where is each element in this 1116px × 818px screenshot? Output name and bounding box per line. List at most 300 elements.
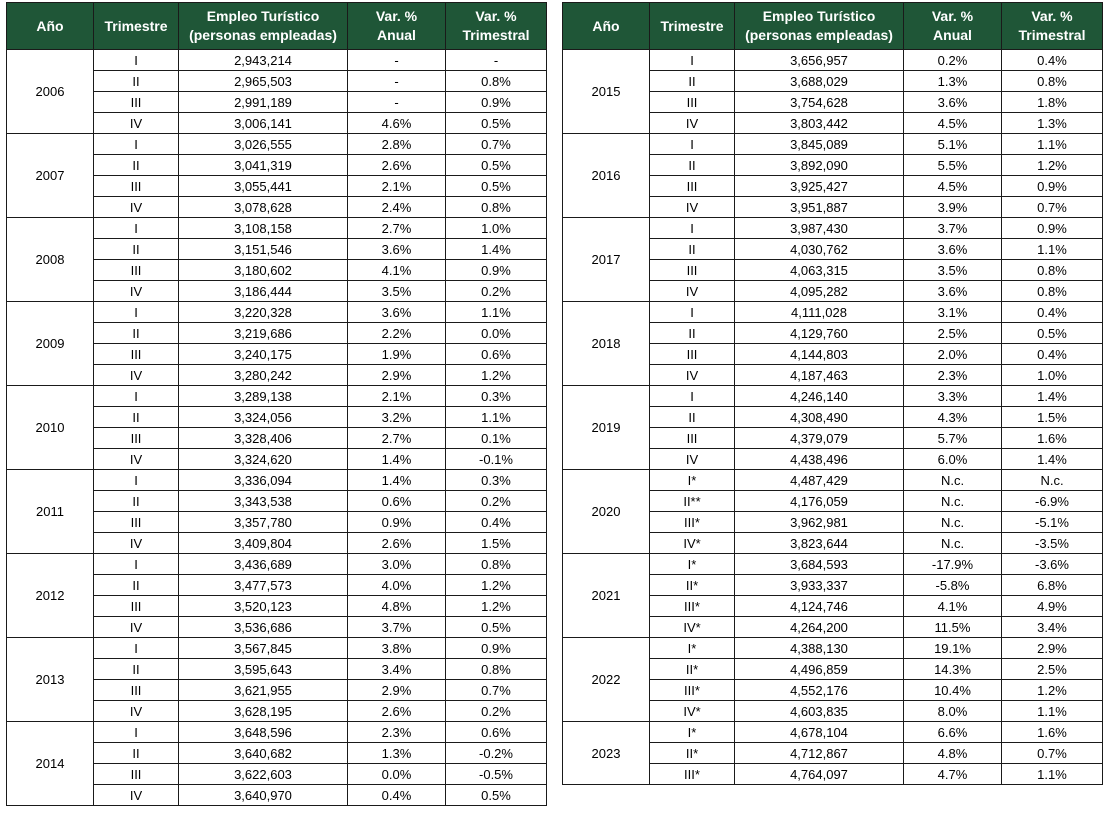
quarter-cell: IV — [650, 449, 735, 470]
employment-cell: 3,684,593 — [735, 554, 904, 575]
quarter-cell: I — [94, 722, 179, 743]
quarter-cell: III* — [650, 680, 735, 701]
header-year — [7, 3, 94, 50]
employment-cell: 4,552,176 — [735, 680, 904, 701]
employment-cell: 3,987,430 — [735, 218, 904, 239]
header-employment-line2: (personas empleadas) — [189, 27, 337, 43]
quarter-cell: IV — [650, 197, 735, 218]
annual-change-cell: 2.1% — [348, 386, 446, 407]
quarterly-change-cell: 3.4% — [1002, 617, 1103, 638]
quarterly-change-cell: 0.6% — [446, 722, 547, 743]
quarter-cell: III — [650, 344, 735, 365]
quarterly-change-cell: 0.2% — [446, 701, 547, 722]
quarterly-change-cell: 2.9% — [1002, 638, 1103, 659]
quarterly-change-cell: 1.4% — [1002, 449, 1103, 470]
annual-change-cell: 2.4% — [348, 197, 446, 218]
employment-cell: 3,006,141 — [179, 113, 348, 134]
employment-cell: 3,892,090 — [735, 155, 904, 176]
quarter-cell: IV — [650, 281, 735, 302]
table-row — [563, 386, 1103, 407]
quarter-cell: II — [94, 491, 179, 512]
employment-cell: 3,108,158 — [179, 218, 348, 239]
table-row — [563, 470, 1103, 491]
annual-change-cell: 14.3% — [904, 659, 1002, 680]
annual-change-cell: N.c. — [904, 470, 1002, 491]
quarterly-change-cell: 1.5% — [446, 533, 547, 554]
quarterly-change-cell: 0.7% — [446, 134, 547, 155]
table-row — [563, 638, 1103, 659]
quarter-cell: I — [94, 470, 179, 491]
quarter-cell: II — [94, 155, 179, 176]
table-row — [7, 386, 547, 407]
employment-cell: 3,026,555 — [179, 134, 348, 155]
quarterly-change-cell: 0.1% — [446, 428, 547, 449]
quarterly-change-cell: 0.8% — [1002, 71, 1103, 92]
annual-change-cell: 4.6% — [348, 113, 446, 134]
quarter-cell: IV — [94, 281, 179, 302]
year-cell: 2007 — [7, 134, 94, 218]
quarter-cell: III* — [650, 512, 735, 533]
year-cell: 2008 — [7, 218, 94, 302]
employment-cell: 4,187,463 — [735, 365, 904, 386]
year-cell: 2018 — [563, 302, 650, 386]
quarter-cell: III — [94, 764, 179, 785]
employment-cell: 4,246,140 — [735, 386, 904, 407]
employment-cell: 3,328,406 — [179, 428, 348, 449]
year-cell: 2021 — [563, 554, 650, 638]
quarter-cell: II* — [650, 743, 735, 764]
quarter-cell: III — [94, 176, 179, 197]
employment-cell: 4,712,867 — [735, 743, 904, 764]
employment-cell: 3,289,138 — [179, 386, 348, 407]
quarter-cell: III — [94, 428, 179, 449]
quarterly-change-cell: 1.8% — [1002, 92, 1103, 113]
quarter-cell: IV* — [650, 533, 735, 554]
quarterly-change-cell: 0.5% — [446, 113, 547, 134]
employment-cell: 4,129,760 — [735, 323, 904, 344]
quarterly-change-cell: 1.1% — [446, 302, 547, 323]
annual-change-cell: 3.6% — [904, 281, 1002, 302]
annual-change-cell: 0.0% — [348, 764, 446, 785]
year-cell: 2011 — [7, 470, 94, 554]
employment-cell: 3,536,686 — [179, 617, 348, 638]
quarter-cell: I — [94, 134, 179, 155]
annual-change-cell: 6.0% — [904, 449, 1002, 470]
quarterly-change-cell: 0.3% — [446, 470, 547, 491]
employment-cell: 3,240,175 — [179, 344, 348, 365]
annual-change-cell: 2.3% — [348, 722, 446, 743]
year-cell: 2009 — [7, 302, 94, 386]
quarterly-change-cell: 0.2% — [446, 281, 547, 302]
quarter-cell: III — [650, 92, 735, 113]
annual-change-cell: -5.8% — [904, 575, 1002, 596]
quarter-cell: II — [94, 743, 179, 764]
quarter-cell: IV — [94, 197, 179, 218]
year-cell: 2017 — [563, 218, 650, 302]
quarterly-change-cell: 0.2% — [446, 491, 547, 512]
quarterly-change-cell: 0.9% — [1002, 218, 1103, 239]
quarterly-change-cell: 4.9% — [1002, 596, 1103, 617]
annual-change-cell: 3.7% — [348, 617, 446, 638]
employment-cell: 3,595,643 — [179, 659, 348, 680]
employment-cell: 3,688,029 — [735, 71, 904, 92]
quarterly-change-cell: 1.1% — [446, 407, 547, 428]
annual-change-cell: 2.2% — [348, 323, 446, 344]
table-row — [563, 50, 1103, 71]
annual-change-cell: 1.9% — [348, 344, 446, 365]
quarter-cell: I — [94, 218, 179, 239]
year-cell: 2012 — [7, 554, 94, 638]
annual-change-cell: 2.7% — [348, 428, 446, 449]
quarter-cell: II* — [650, 659, 735, 680]
quarterly-change-cell: 1.6% — [1002, 722, 1103, 743]
annual-change-cell: - — [348, 71, 446, 92]
annual-change-cell: 3.1% — [904, 302, 1002, 323]
quarter-cell: IV — [94, 785, 179, 806]
employment-cell: 3,436,689 — [179, 554, 348, 575]
quarterly-change-cell: 0.9% — [1002, 176, 1103, 197]
annual-change-cell: N.c. — [904, 512, 1002, 533]
header-year-label: Año — [592, 17, 620, 34]
quarter-cell: II — [650, 71, 735, 92]
employment-cell: 3,823,644 — [735, 533, 904, 554]
employment-cell: 3,648,596 — [179, 722, 348, 743]
annual-change-cell: 4.5% — [904, 176, 1002, 197]
table-row — [7, 218, 547, 239]
annual-change-cell: 2.6% — [348, 701, 446, 722]
quarterly-change-cell: 0.8% — [1002, 260, 1103, 281]
quarterly-change-cell: -3.5% — [1002, 533, 1103, 554]
quarter-cell: II — [94, 407, 179, 428]
header-year — [563, 3, 650, 50]
quarterly-change-cell: 1.1% — [1002, 239, 1103, 260]
quarterly-change-cell: -0.1% — [446, 449, 547, 470]
employment-cell: 3,343,538 — [179, 491, 348, 512]
table-row — [563, 554, 1103, 575]
employment-cell: 4,176,059 — [735, 491, 904, 512]
quarterly-change-cell: 0.9% — [446, 92, 547, 113]
table-row — [7, 722, 547, 743]
annual-change-cell: 2.8% — [348, 134, 446, 155]
employment-cell: 3,656,957 — [735, 50, 904, 71]
quarterly-change-cell: 0.8% — [446, 71, 547, 92]
annual-change-cell: 5.5% — [904, 155, 1002, 176]
quarter-cell: I* — [650, 638, 735, 659]
quarter-cell: III* — [650, 764, 735, 785]
employment-cell: 3,336,094 — [179, 470, 348, 491]
annual-change-cell: 3.3% — [904, 386, 1002, 407]
annual-change-cell: 2.5% — [904, 323, 1002, 344]
header-annual-change — [904, 3, 1002, 50]
quarterly-change-cell: 1.2% — [446, 596, 547, 617]
quarterly-change-cell: 0.3% — [446, 386, 547, 407]
annual-change-cell: - — [348, 92, 446, 113]
quarterly-change-cell: 0.5% — [1002, 323, 1103, 344]
annual-change-cell: 0.2% — [904, 50, 1002, 71]
header-quarter-label: Trimestre — [660, 17, 724, 34]
employment-cell: 3,151,546 — [179, 239, 348, 260]
quarter-cell: II — [650, 239, 735, 260]
quarterly-change-cell: 0.4% — [1002, 50, 1103, 71]
quarterly-change-cell: 1.2% — [1002, 155, 1103, 176]
table-row — [7, 50, 547, 71]
quarter-cell: IV — [94, 113, 179, 134]
quarterly-change-cell: N.c. — [1002, 470, 1103, 491]
quarter-cell: II — [650, 407, 735, 428]
quarterly-change-cell: 1.0% — [1002, 365, 1103, 386]
annual-change-cell: 0.4% — [348, 785, 446, 806]
year-cell: 2022 — [563, 638, 650, 722]
quarter-cell: III* — [650, 596, 735, 617]
quarter-cell: II** — [650, 491, 735, 512]
annual-change-cell: 3.0% — [348, 554, 446, 575]
quarter-cell: IV — [94, 365, 179, 386]
quarterly-change-cell: 1.2% — [446, 365, 547, 386]
quarterly-change-cell: 0.5% — [446, 176, 547, 197]
quarter-cell: I — [650, 386, 735, 407]
quarter-cell: IV — [650, 113, 735, 134]
quarterly-change-cell: 0.4% — [1002, 302, 1103, 323]
quarterly-change-cell: 2.5% — [1002, 659, 1103, 680]
quarterly-change-cell: -5.1% — [1002, 512, 1103, 533]
employment-cell: 4,603,835 — [735, 701, 904, 722]
quarter-cell: III — [94, 344, 179, 365]
quarter-cell: II — [94, 323, 179, 344]
annual-change-cell: -17.9% — [904, 554, 1002, 575]
quarter-cell: IV — [94, 617, 179, 638]
quarter-cell: III — [94, 260, 179, 281]
annual-change-cell: 2.9% — [348, 365, 446, 386]
table-row — [7, 554, 547, 575]
annual-change-cell: 4.5% — [904, 113, 1002, 134]
quarterly-change-cell: -0.2% — [446, 743, 547, 764]
quarter-cell: I — [94, 554, 179, 575]
annual-change-cell: 3.5% — [348, 281, 446, 302]
table-row — [563, 218, 1103, 239]
quarterly-change-cell: 0.9% — [446, 260, 547, 281]
annual-change-cell: 5.7% — [904, 428, 1002, 449]
header-quarterly-change — [1002, 3, 1103, 50]
employment-cell: 4,264,200 — [735, 617, 904, 638]
quarterly-change-cell: 0.8% — [1002, 281, 1103, 302]
quarter-cell: IV* — [650, 701, 735, 722]
employment-cell: 3,621,955 — [179, 680, 348, 701]
header-quarterly-line1: Var. % — [475, 8, 517, 24]
quarterly-change-cell: 1.1% — [1002, 701, 1103, 722]
annual-change-cell: 5.1% — [904, 134, 1002, 155]
quarter-cell: III — [94, 680, 179, 701]
employment-cell: 3,055,441 — [179, 176, 348, 197]
annual-change-cell: 4.3% — [904, 407, 1002, 428]
header-annual-change — [348, 3, 446, 50]
annual-change-cell: 3.4% — [348, 659, 446, 680]
quarter-cell: II* — [650, 575, 735, 596]
quarter-cell: IV* — [650, 617, 735, 638]
quarter-cell: I* — [650, 554, 735, 575]
quarter-cell: III — [650, 428, 735, 449]
quarterly-change-cell: 1.6% — [1002, 428, 1103, 449]
table-body-right — [563, 50, 1103, 785]
quarterly-change-cell: 1.2% — [1002, 680, 1103, 701]
header-quarterly-change — [446, 3, 547, 50]
table-row — [563, 134, 1103, 155]
annual-change-cell: 0.9% — [348, 512, 446, 533]
header-quarter-label: Trimestre — [104, 17, 168, 34]
header-quarterly-line2: Trimestral — [462, 27, 530, 43]
quarterly-change-cell: 0.4% — [1002, 344, 1103, 365]
annual-change-cell: 1.4% — [348, 470, 446, 491]
annual-change-cell: 2.9% — [348, 680, 446, 701]
employment-cell: 4,496,859 — [735, 659, 904, 680]
quarterly-change-cell: 0.7% — [446, 680, 547, 701]
header-year-label: Año — [36, 17, 64, 34]
quarter-cell: II — [650, 323, 735, 344]
employment-cell: 4,124,746 — [735, 596, 904, 617]
header-employment-line1: Empleo Turístico — [762, 8, 876, 24]
quarter-cell: III — [650, 176, 735, 197]
annual-change-cell: 2.0% — [904, 344, 1002, 365]
employment-cell: 3,180,602 — [179, 260, 348, 281]
header-quarter — [650, 3, 735, 50]
year-cell: 2010 — [7, 386, 94, 470]
header-quarter — [94, 3, 179, 50]
quarterly-change-cell: 1.1% — [1002, 764, 1103, 785]
quarter-cell: II — [650, 155, 735, 176]
quarter-cell: IV — [94, 449, 179, 470]
annual-change-cell: 2.6% — [348, 155, 446, 176]
year-cell: 2014 — [7, 722, 94, 806]
table-row — [563, 302, 1103, 323]
table-body-left — [7, 50, 547, 806]
annual-change-cell: 3.8% — [348, 638, 446, 659]
employment-cell: 3,640,682 — [179, 743, 348, 764]
quarter-cell: IV — [94, 701, 179, 722]
employment-cell: 3,754,628 — [735, 92, 904, 113]
employment-cell: 3,622,603 — [179, 764, 348, 785]
quarter-cell: I* — [650, 722, 735, 743]
quarterly-change-cell: 1.4% — [1002, 386, 1103, 407]
annual-change-cell: 2.7% — [348, 218, 446, 239]
annual-change-cell: 2.1% — [348, 176, 446, 197]
employment-cell: 3,078,628 — [179, 197, 348, 218]
annual-change-cell: 3.6% — [348, 239, 446, 260]
header-annual-line2: Anual — [377, 27, 416, 43]
employment-cell: 3,219,686 — [179, 323, 348, 344]
quarterly-change-cell: 0.8% — [446, 659, 547, 680]
quarter-cell: III — [650, 260, 735, 281]
employment-cell: 3,628,195 — [179, 701, 348, 722]
annual-change-cell: 2.6% — [348, 533, 446, 554]
employment-table-right — [562, 2, 1103, 785]
header-annual-line2: Anual — [933, 27, 972, 43]
header-annual-line1: Var. % — [931, 8, 974, 24]
employment-cell: 4,030,762 — [735, 239, 904, 260]
quarter-cell: II — [94, 71, 179, 92]
header-quarterly-line2: Trimestral — [1018, 27, 1086, 43]
year-cell: 2019 — [563, 386, 650, 470]
annual-change-cell: 3.6% — [904, 239, 1002, 260]
quarter-cell: IV — [94, 533, 179, 554]
employment-cell: 3,280,242 — [179, 365, 348, 386]
header-row — [563, 3, 1103, 50]
quarter-cell: III — [94, 512, 179, 533]
annual-change-cell: 4.0% — [348, 575, 446, 596]
year-cell: 2015 — [563, 50, 650, 134]
annual-change-cell: 8.0% — [904, 701, 1002, 722]
employment-cell: 4,308,490 — [735, 407, 904, 428]
annual-change-cell: 4.1% — [904, 596, 1002, 617]
employment-cell: 4,144,803 — [735, 344, 904, 365]
employment-cell: 3,951,887 — [735, 197, 904, 218]
quarter-cell: I — [94, 50, 179, 71]
annual-change-cell: 3.9% — [904, 197, 1002, 218]
header-employment-line1: Empleo Turístico — [206, 8, 320, 24]
employment-cell: 4,388,130 — [735, 638, 904, 659]
employment-cell: 3,186,444 — [179, 281, 348, 302]
annual-change-cell: 19.1% — [904, 638, 1002, 659]
header-quarterly-line1: Var. % — [1031, 8, 1073, 24]
employment-cell: 4,379,079 — [735, 428, 904, 449]
employment-cell: 4,111,028 — [735, 302, 904, 323]
annual-change-cell: 4.1% — [348, 260, 446, 281]
annual-change-cell: 3.6% — [904, 92, 1002, 113]
employment-cell: 3,041,319 — [179, 155, 348, 176]
annual-change-cell: 2.3% — [904, 365, 1002, 386]
quarter-cell: III — [94, 596, 179, 617]
quarterly-change-cell: 0.4% — [446, 512, 547, 533]
quarterly-change-cell: 1.3% — [1002, 113, 1103, 134]
employment-cell: 3,803,442 — [735, 113, 904, 134]
employment-cell: 4,764,097 — [735, 764, 904, 785]
year-cell: 2006 — [7, 50, 94, 134]
employment-cell: 3,962,981 — [735, 512, 904, 533]
annual-change-cell: 1.4% — [348, 449, 446, 470]
employment-table-left — [6, 2, 547, 806]
employment-cell: 4,678,104 — [735, 722, 904, 743]
annual-change-cell: 1.3% — [904, 71, 1002, 92]
employment-cell: 3,477,573 — [179, 575, 348, 596]
annual-change-cell: 6.6% — [904, 722, 1002, 743]
employment-cell: 3,324,056 — [179, 407, 348, 428]
annual-change-cell: 0.6% — [348, 491, 446, 512]
header-employment — [179, 3, 348, 50]
annual-change-cell: 11.5% — [904, 617, 1002, 638]
table-row — [7, 638, 547, 659]
header-employment — [735, 3, 904, 50]
employment-cell: 3,409,804 — [179, 533, 348, 554]
employment-cell: 2,991,189 — [179, 92, 348, 113]
quarterly-change-cell: 1.5% — [1002, 407, 1103, 428]
table-row — [563, 722, 1103, 743]
quarterly-change-cell: -0.5% — [446, 764, 547, 785]
quarterly-change-cell: 0.5% — [446, 785, 547, 806]
employment-cell: 3,925,427 — [735, 176, 904, 197]
quarter-cell: II — [94, 659, 179, 680]
quarterly-change-cell: - — [446, 50, 547, 71]
annual-change-cell: 10.4% — [904, 680, 1002, 701]
annual-change-cell: 4.8% — [348, 596, 446, 617]
quarterly-change-cell: 6.8% — [1002, 575, 1103, 596]
header-employment-line2: (personas empleadas) — [745, 27, 893, 43]
quarterly-change-cell: 1.0% — [446, 218, 547, 239]
annual-change-cell: 3.2% — [348, 407, 446, 428]
quarterly-change-cell: -6.9% — [1002, 491, 1103, 512]
quarterly-change-cell: 0.8% — [446, 197, 547, 218]
quarterly-change-cell: 1.1% — [1002, 134, 1103, 155]
year-cell: 2013 — [7, 638, 94, 722]
annual-change-cell: N.c. — [904, 491, 1002, 512]
header-annual-line1: Var. % — [375, 8, 418, 24]
